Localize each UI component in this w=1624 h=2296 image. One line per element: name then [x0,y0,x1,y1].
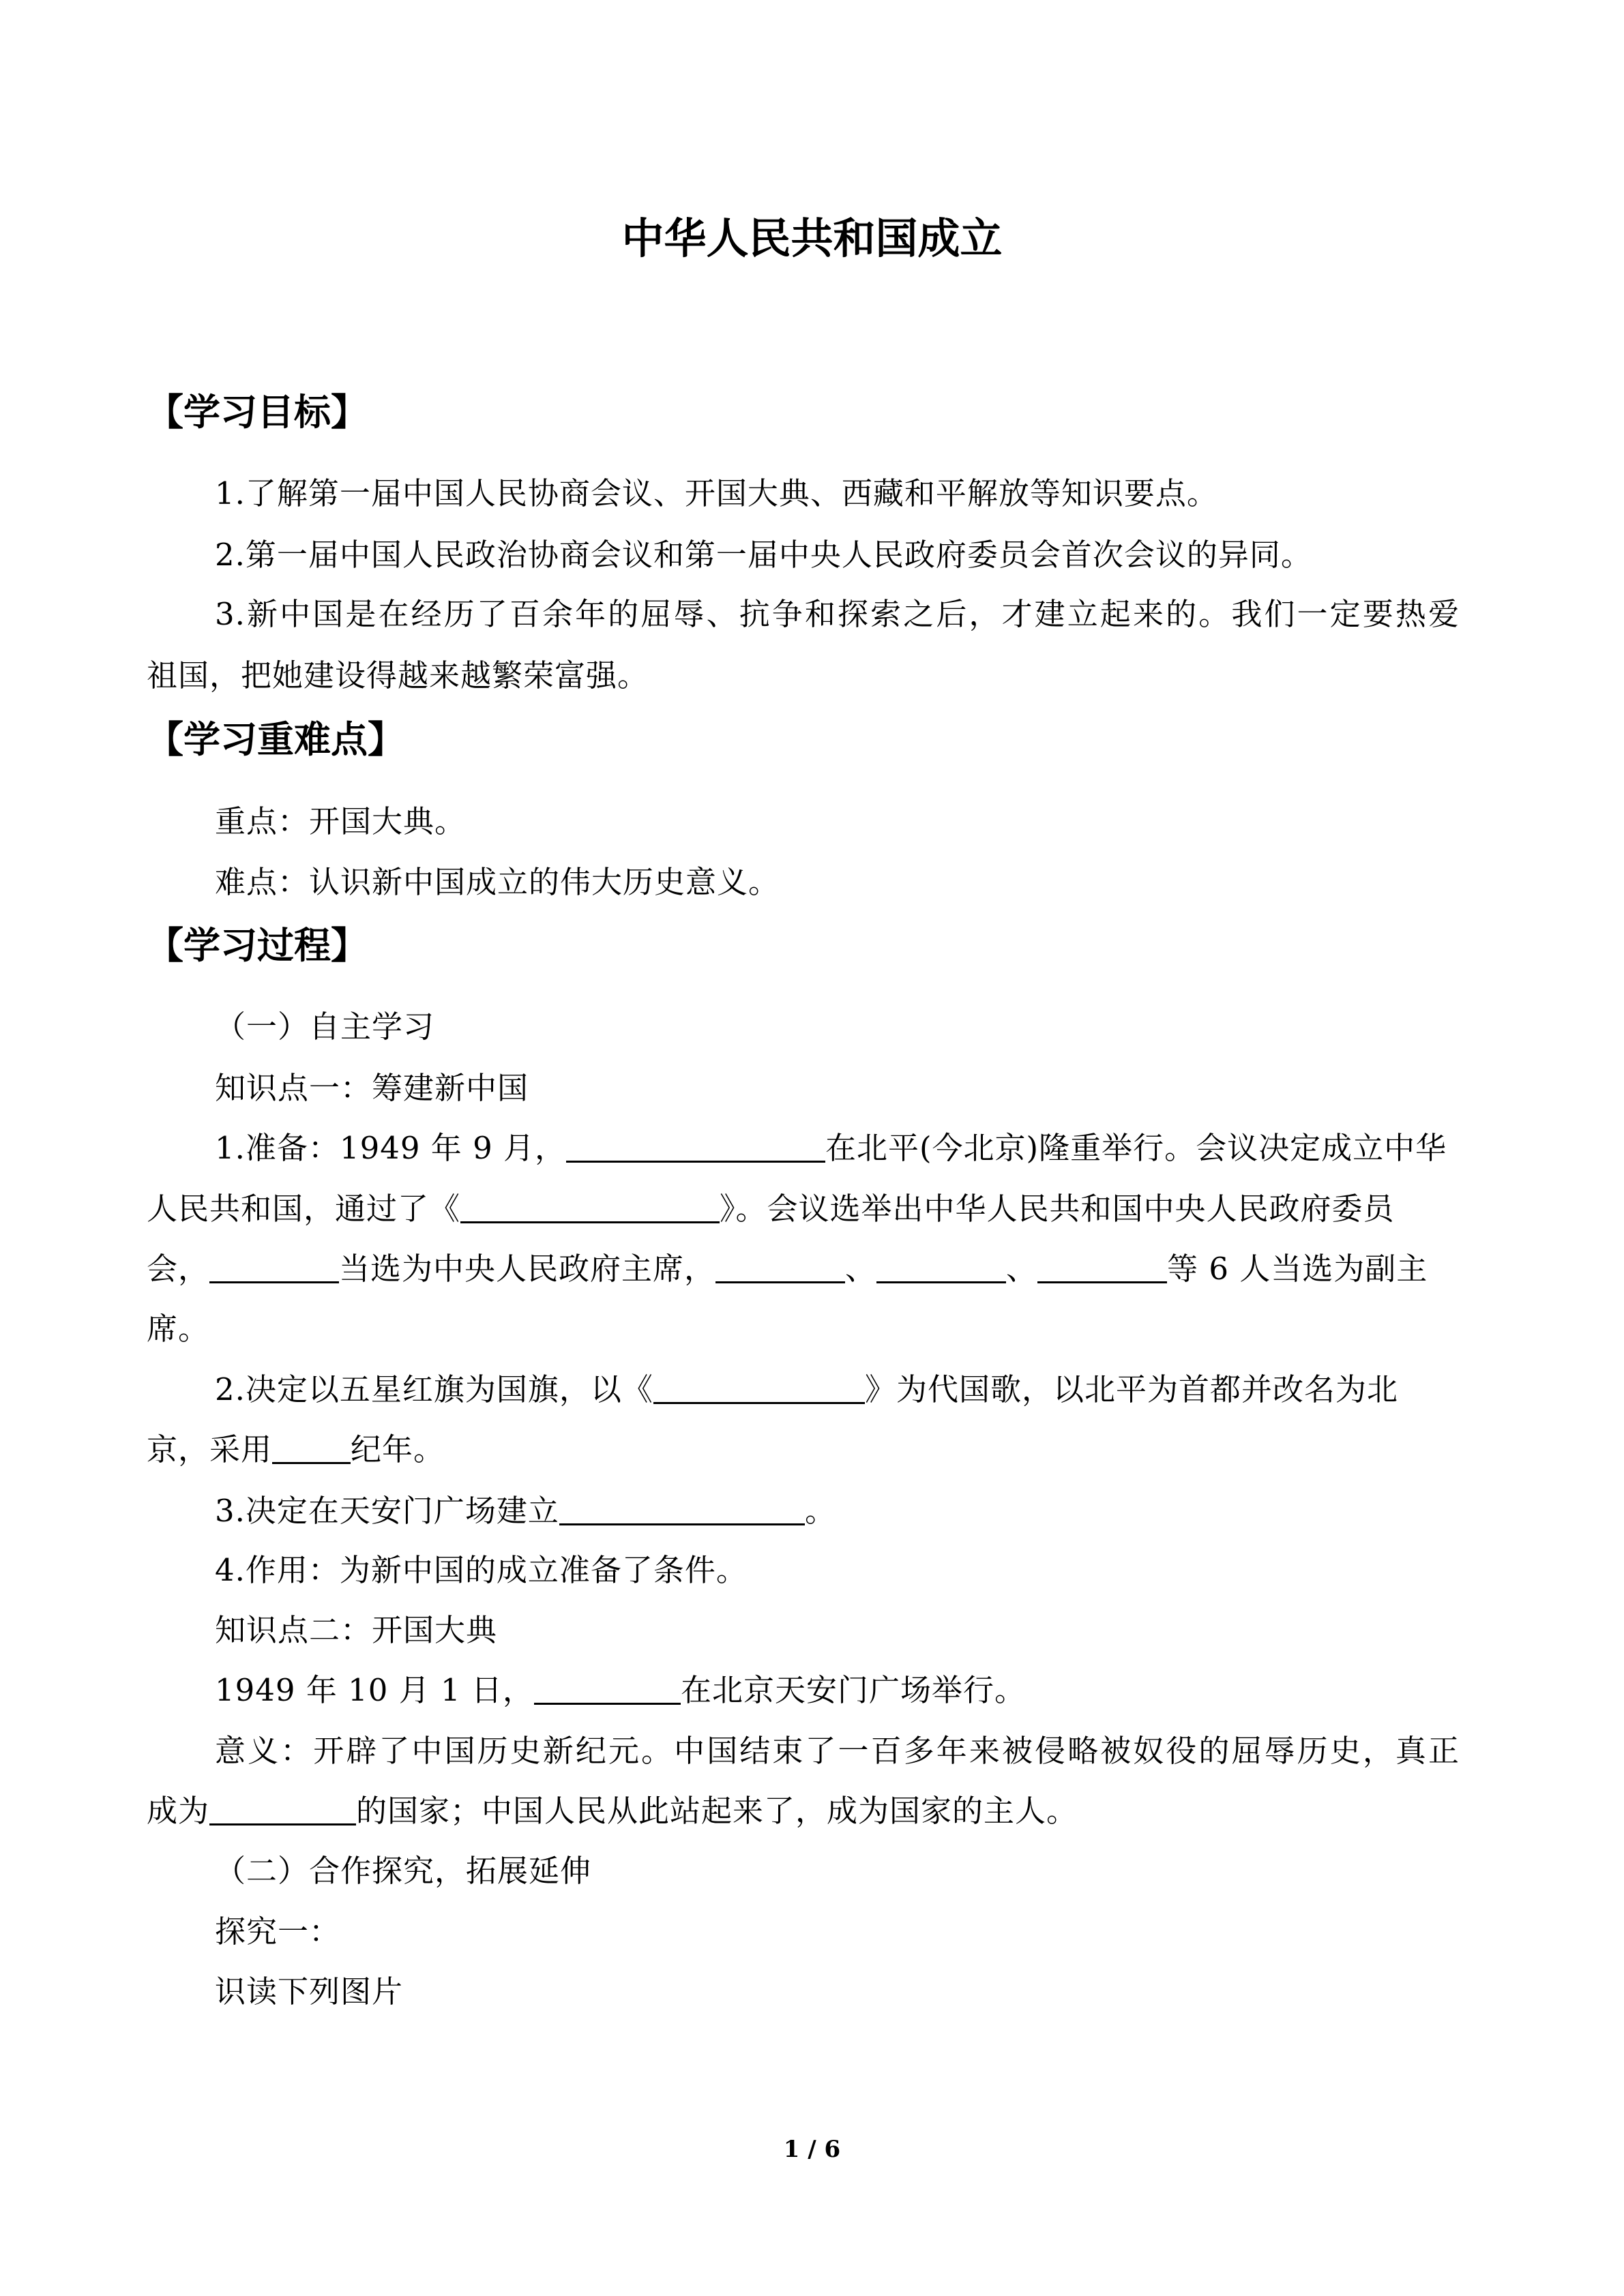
question-2-line-1 [215,1369,1460,1411]
text: 在北平(今北京)隆重举行。会议决定成立中华 [825,1130,1447,1166]
text: 等 6 人当选为副主 [1167,1251,1428,1287]
knowledge-point-1: 知识点一：筹建新中国 [215,1070,529,1106]
goal-2: 2.第一届中国人民政治协商会议和第一届中央人民政府委员会首次会议的异同。 [215,537,1312,573]
text: 2.决定以五星红旗为国旗，以《 [215,1371,653,1407]
goal-3-line-2: 祖国，把她建设得越来越繁荣富强。 [147,657,649,694]
text: 》。会议选举出中华人民共和国中央人民政府委员 [720,1191,1395,1227]
key-point: 重点：开国大典。 [215,803,467,839]
question-1-line-4: 席。 [147,1311,210,1347]
text: 在北京天安门广场举行。 [680,1672,1026,1708]
text: 、 [845,1251,877,1287]
section-heading-process: 【学习过程】 [147,924,368,967]
question-4: 4.作用：为新中国的成立准备了条件。 [215,1552,748,1588]
page-number: 1 / 6 [783,2136,841,2163]
text: 。 [804,1493,836,1529]
text: 纪年。 [351,1431,445,1467]
fill-blank[interactable] [559,1492,805,1525]
significance-line-2 [147,1790,1460,1832]
knowledge-point-2: 知识点二：开国大典 [215,1612,498,1648]
text: 1949 年 10 月 1 日， [215,1672,534,1708]
fill-blank[interactable] [272,1431,351,1464]
question-1-line-3 [147,1248,1460,1290]
fill-blank[interactable] [653,1371,865,1404]
fill-blank[interactable] [715,1250,845,1283]
text: 成为 [147,1793,210,1829]
fill-blank[interactable] [876,1250,1006,1283]
exploration-1-task: 识读下列图片 [215,1973,404,2010]
question-1-line-1 [215,1127,1460,1169]
question-3 [215,1490,1460,1532]
ceremony-line [215,1669,1460,1712]
text: 的国家；中国人民从此站起来了，成为国家的主人。 [356,1793,1078,1829]
text: 人民共和国，通过了《 [147,1191,461,1227]
fill-blank[interactable] [209,1792,356,1825]
text: 当选为中央人民政府主席， [339,1251,716,1287]
part-1-heading: （一）自主学习 [215,1009,435,1045]
section-heading-goals: 【学习目标】 [147,391,368,434]
text: 、 [1006,1251,1038,1287]
fill-blank[interactable] [209,1250,339,1283]
text: 3.决定在天安门广场建立 [215,1493,559,1529]
part-2-heading: （二）合作探究，拓展延伸 [215,1853,592,1889]
fill-blank[interactable] [534,1671,681,1705]
difficult-point: 难点：认识新中国成立的伟大历史意义。 [215,864,780,900]
goal-3-line-1: 3.新中国是在经历了百余年的屈辱、抗争和探索之后，才建立起来的。我们一定要热爱 [215,596,1460,632]
fill-blank[interactable] [460,1190,720,1223]
text: 会， [147,1251,210,1287]
text: 》为代国歌，以北平为首都并改名为北 [864,1371,1398,1407]
goal-1: 1.了解第一届中国人民协商会议、开国大典、西藏和平解放等知识要点。 [215,475,1218,511]
section-heading-key-points: 【学习重难点】 [147,718,404,761]
significance-line-1: 意义：开辟了中国历史新纪元。中国结束了一百多年来被侵略被奴役的屈辱历史，真正 [215,1733,1460,1769]
fill-blank[interactable] [1037,1250,1167,1283]
text: 京，采用 [147,1431,273,1467]
fill-blank[interactable] [566,1129,825,1163]
question-1-line-2 [147,1188,1460,1230]
question-2-line-2 [147,1429,1460,1471]
text: 1.准备：1949 年 9 月， [215,1130,566,1166]
page-title: 中华人民共和国成立 [621,213,1003,263]
exploration-1-heading: 探究一： [215,1913,341,1950]
